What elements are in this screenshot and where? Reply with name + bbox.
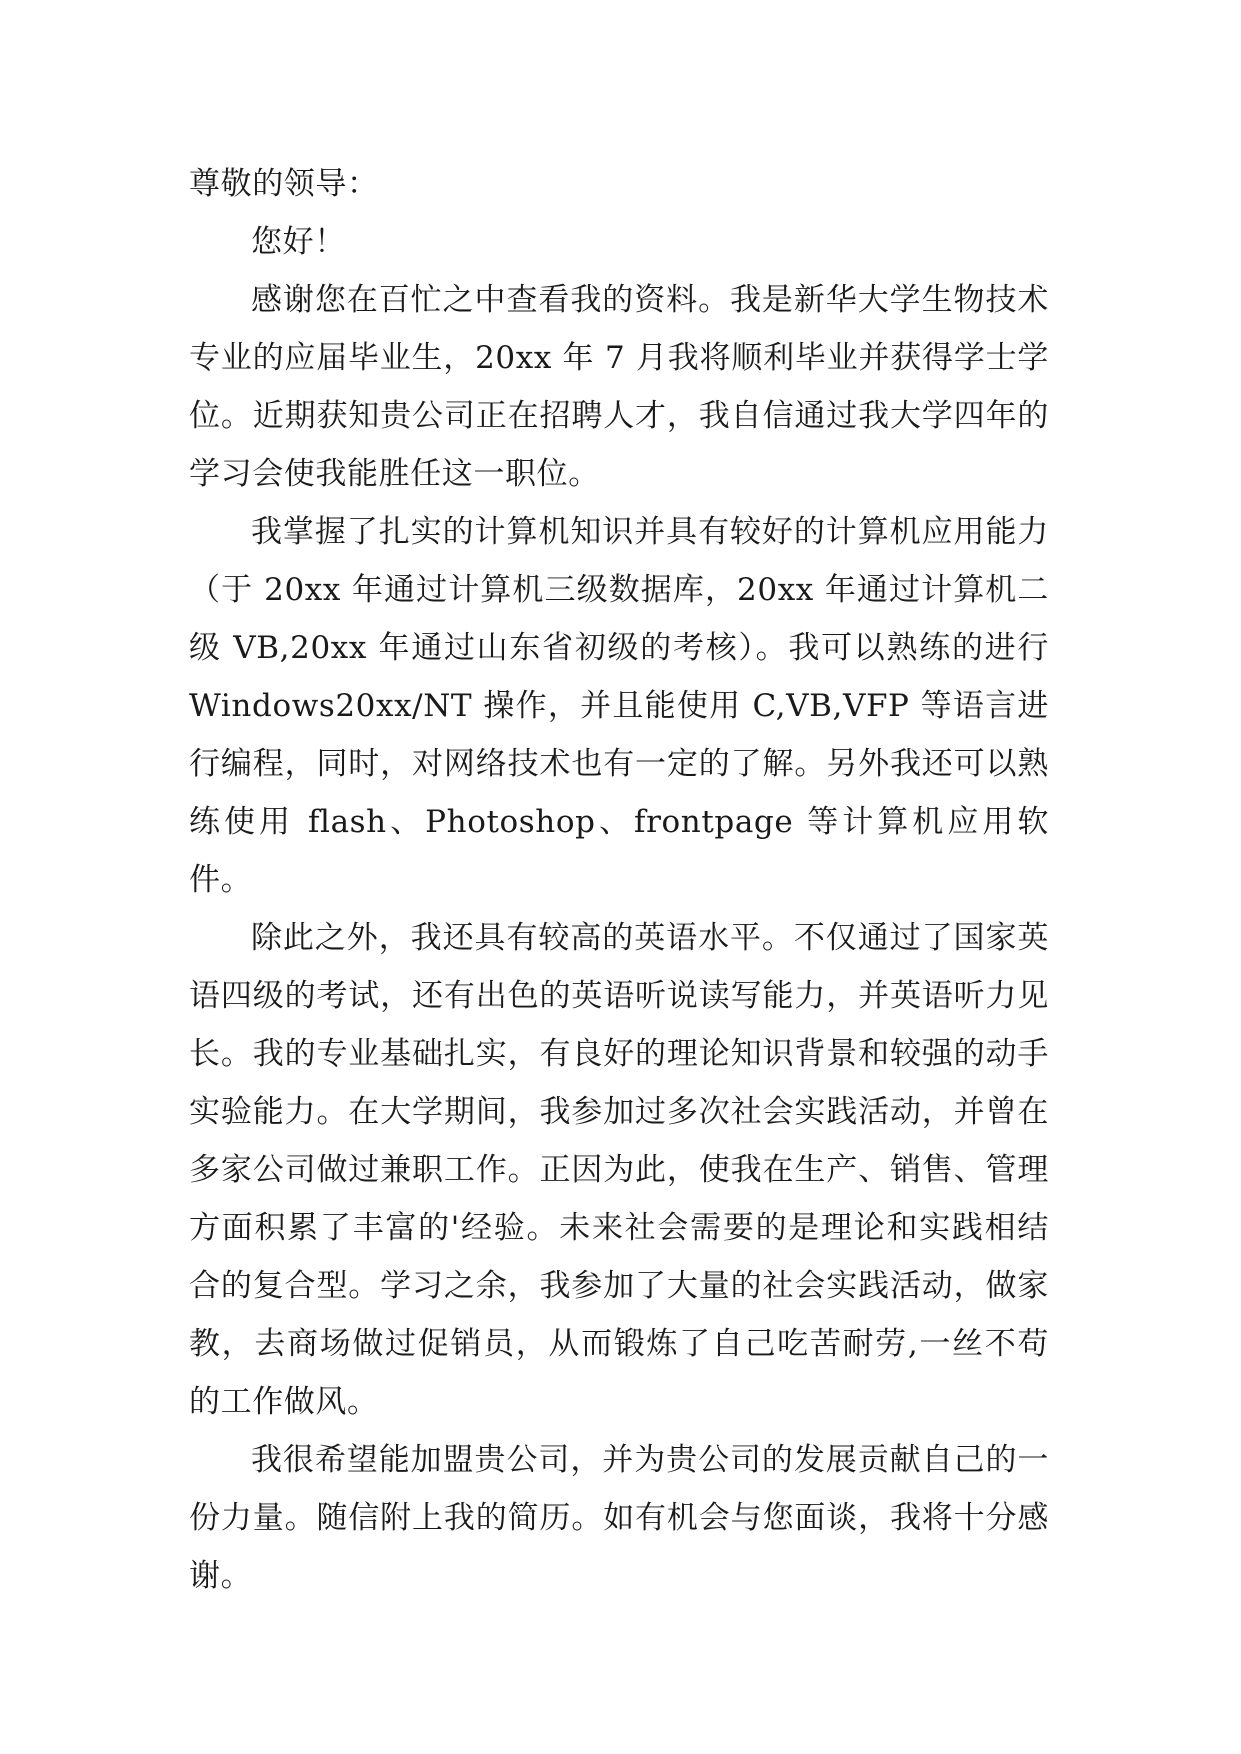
paragraph-english-and-experience: 除此之外，我还具有较高的英语水平。不仅通过了国家英语四级的考试，还有出色的英语听说读写能力，并英语听力见长。我的专业基础扎实，有良好的理论知识背景和较强的动手实验能力。在大学期间，我参加过多次社会实践活动，并曾在多家公司做过兼职工作。正因为此，使我在生产、销售、管理方面积累了丰富的'经验。未来社会需要的是理论和实践相结合的复合型。学习之余，我参加了大量的社会实践活动，做家教，去商场做过促销员，从而锻炼了自己吃苦耐劳,一丝不苟的工作做风。 xyxy=(189,920,1049,1420)
letter-body xyxy=(189,155,1049,1605)
salutation: 尊敬的领导： xyxy=(189,166,379,202)
greeting: 您好！ xyxy=(251,224,346,260)
paragraph-introduction: 感谢您在百忙之中查看我的资料。我是新华大学生物技术专业的应届毕业生，20xx 年 7 月我将顺利毕业并获得学士学位。近期获知贵公司正在招聘人才，我自信通过我大学四年的学习会使我能胜任这一职位。 xyxy=(189,282,1049,492)
paragraph-closing: 我很希望能加盟贵公司，并为贵公司的发展贡献自己的一份力量。随信附上我的简历。如有机会与您面谈，我将十分感谢。 xyxy=(189,1442,1049,1594)
paragraph-computer-skills: 我掌握了扎实的计算机知识并具有较好的计算机应用能力（于 20xx 年通过计算机三级数据库，20xx 年通过计算机二级 VB,20xx 年通过山东省初级的考核）。我可以熟练的进行 Windows20xx/NT 操作，并且能使用 C,VB,VFP 等语言进行编程，同时，对网络技术也有一定的了解。另外我还可以熟练使用 flash、Photoshop、frontpage 等计算机应用软件。 xyxy=(189,514,1049,898)
